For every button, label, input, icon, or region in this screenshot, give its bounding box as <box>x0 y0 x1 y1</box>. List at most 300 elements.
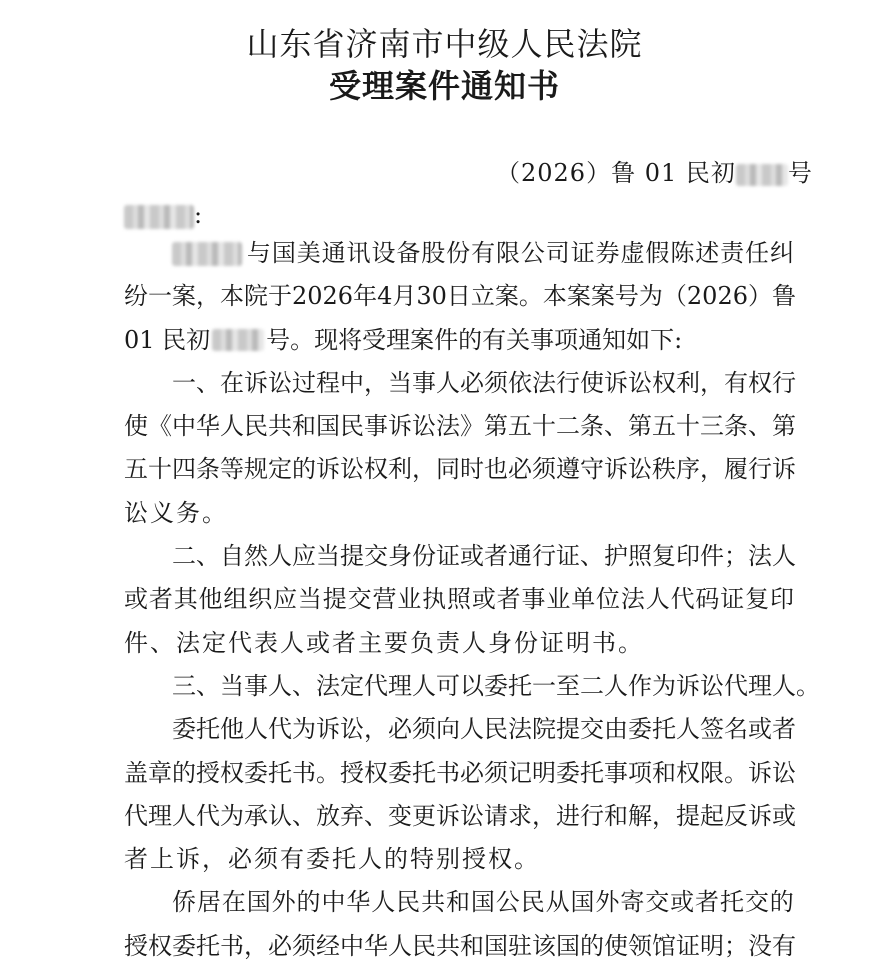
text-glyph: 名 <box>724 715 748 744</box>
text-glyph: 程 <box>316 368 340 397</box>
text-line <box>124 622 794 665</box>
text-glyph: 权 <box>748 368 772 397</box>
text-glyph: ， <box>364 368 388 397</box>
text-line <box>124 665 820 708</box>
text-glyph: 遵 <box>556 455 580 484</box>
text-glyph: 三 <box>700 412 724 441</box>
text-glyph: 的 <box>769 888 794 917</box>
text-glyph: 行 <box>580 801 604 830</box>
text-glyph: ， <box>202 845 226 874</box>
text-glyph: 必 <box>460 758 484 787</box>
redacted-case-number <box>736 164 788 186</box>
text-glyph: 授 <box>340 758 364 787</box>
text-glyph: 人 <box>268 671 292 700</box>
text-glyph: 十 <box>676 412 700 441</box>
text-glyph: 委 <box>556 758 580 787</box>
text-glyph: 国 <box>570 888 595 917</box>
text-glyph: 30 <box>416 282 447 311</box>
text-glyph: 他 <box>198 585 223 614</box>
text-glyph: 中 <box>321 888 346 917</box>
text-glyph: 须 <box>254 845 278 874</box>
text-glyph: 特 <box>410 845 434 874</box>
text-glyph: 。 <box>724 758 748 787</box>
text-glyph: 业 <box>397 585 422 614</box>
text-glyph: 十 <box>532 412 556 441</box>
text-glyph: 诉 <box>388 412 412 441</box>
text-glyph: 二 <box>556 412 580 441</box>
text-glyph: ， <box>652 801 676 830</box>
text-glyph: 当 <box>220 671 244 700</box>
text-glyph: 交 <box>744 888 769 917</box>
text-glyph: 或 <box>748 715 772 744</box>
text-line <box>124 578 794 621</box>
text-glyph: 提 <box>322 585 347 614</box>
text-glyph: 营 <box>372 585 397 614</box>
text-glyph: 诉 <box>436 801 460 830</box>
text-glyph: 》 <box>460 412 484 441</box>
text-glyph: 书 <box>436 758 460 787</box>
text-glyph: ， <box>364 715 388 744</box>
text-glyph: 责 <box>436 628 460 657</box>
text-glyph: 人 <box>436 368 460 397</box>
text-glyph: 以 <box>460 671 484 700</box>
text-glyph: 号 <box>614 282 639 311</box>
text-glyph: 立 <box>470 282 495 311</box>
text-glyph: 护 <box>604 542 628 571</box>
text-glyph: 必 <box>228 845 252 874</box>
text-glyph: 人 <box>358 845 382 874</box>
text-glyph: 本 <box>220 282 244 311</box>
text-glyph: 第 <box>484 412 508 441</box>
text-line <box>124 881 794 924</box>
line-text-after: 号。现将受理案件的有关事项通知如下: <box>266 325 683 354</box>
text-line <box>124 319 794 362</box>
text-glyph: 代 <box>670 585 695 614</box>
text-glyph: 为 <box>292 715 316 744</box>
line-text-before: 01 民初 <box>124 325 211 354</box>
text-glyph: 、 <box>292 671 316 700</box>
text-glyph: 、 <box>196 671 220 700</box>
text-glyph: 理 <box>748 671 772 700</box>
text-glyph: 人 <box>772 671 796 700</box>
text-glyph: 明 <box>532 758 556 787</box>
text-glyph: 为 <box>652 671 676 700</box>
text-glyph: 权 <box>488 845 512 874</box>
text-glyph: 人 <box>412 671 436 700</box>
text-glyph: 利 <box>388 455 412 484</box>
text-glyph: 的 <box>296 888 321 917</box>
text-glyph: 代 <box>268 715 292 744</box>
text-glyph: ， <box>244 931 268 960</box>
text-glyph: 讼 <box>628 455 652 484</box>
text-glyph: 证 <box>540 628 564 657</box>
text-line <box>124 535 794 578</box>
text-glyph: ； <box>724 542 748 571</box>
text-glyph: 责 <box>720 239 745 267</box>
text-glyph: 者 <box>148 585 173 614</box>
text-glyph: 讼 <box>772 758 796 787</box>
notice-body <box>124 232 820 968</box>
text-glyph: 务 <box>176 498 200 527</box>
text-glyph: 或 <box>670 888 695 917</box>
text-line <box>124 362 794 405</box>
text-glyph: 在 <box>220 368 244 397</box>
text-glyph: 人 <box>676 715 700 744</box>
text-glyph: 授 <box>124 931 148 960</box>
text-glyph: 和 <box>292 412 316 441</box>
text-glyph: 证 <box>570 239 595 267</box>
text-glyph: 居 <box>196 888 221 917</box>
text-glyph: 五 <box>652 412 676 441</box>
text-glyph: 纠 <box>769 239 794 267</box>
text-glyph: 和 <box>445 888 470 917</box>
text-glyph: ， <box>532 801 556 830</box>
text-glyph: 照 <box>446 585 471 614</box>
text-glyph: 托 <box>652 715 676 744</box>
text-glyph: 人 <box>220 412 244 441</box>
text-glyph: 二 <box>172 542 196 571</box>
text-glyph: 诉 <box>676 671 700 700</box>
text-glyph: 者 <box>484 542 508 571</box>
text-glyph: 寄 <box>620 888 645 917</box>
text-glyph: 法 <box>620 585 645 614</box>
text-glyph: 人 <box>244 715 268 744</box>
text-glyph: 公 <box>520 239 545 267</box>
text-glyph: 第 <box>628 412 652 441</box>
text-glyph: 件 <box>124 628 148 657</box>
text-glyph: 的 <box>292 455 316 484</box>
text-glyph: 委 <box>244 758 268 787</box>
text-glyph: 事 <box>412 368 436 397</box>
text-glyph: 签 <box>700 715 724 744</box>
text-glyph: 讼 <box>460 801 484 830</box>
text-glyph: 委 <box>172 931 196 960</box>
text-glyph: 授 <box>462 845 486 874</box>
text-glyph: 五 <box>508 412 532 441</box>
text-glyph: 解 <box>628 801 652 830</box>
text-glyph: 虚 <box>620 239 645 267</box>
text-glyph: 、 <box>364 801 388 830</box>
text-glyph: 事 <box>364 412 388 441</box>
text-glyph: 。 <box>316 758 340 787</box>
text-glyph: 民 <box>412 931 436 960</box>
text-glyph: 同 <box>436 455 460 484</box>
text-glyph: 讼 <box>700 671 724 700</box>
text-glyph: 法 <box>316 671 340 700</box>
text-glyph: 共 <box>421 888 446 917</box>
text-glyph: 承 <box>244 801 268 830</box>
text-glyph: 、 <box>292 801 316 830</box>
text-glyph: 由 <box>604 715 628 744</box>
text-glyph: 券 <box>595 239 620 267</box>
text-glyph: 国 <box>271 239 296 267</box>
text-glyph: 更 <box>412 801 436 830</box>
text-glyph: ， <box>700 368 724 397</box>
addressee <box>124 195 202 235</box>
text-glyph: 共 <box>436 931 460 960</box>
text-glyph: 证 <box>676 931 700 960</box>
text-glyph: 中 <box>340 368 364 397</box>
text-glyph: 盖 <box>124 758 148 787</box>
text-glyph: 执 <box>422 585 447 614</box>
text-glyph: 义 <box>150 498 174 527</box>
text-glyph: 份 <box>446 239 471 267</box>
text-glyph: 2026 <box>686 282 748 311</box>
text-line <box>124 838 794 881</box>
text-glyph: 、 <box>196 368 220 397</box>
text-glyph: 的 <box>580 931 604 960</box>
text-glyph: 代 <box>364 671 388 700</box>
text-glyph: 任 <box>745 239 770 267</box>
text-glyph: 通 <box>508 542 532 571</box>
text-glyph: 守 <box>580 455 604 484</box>
text-glyph: 国 <box>246 888 271 917</box>
text-glyph: 法 <box>436 412 460 441</box>
text-glyph: 自 <box>220 542 244 571</box>
text-glyph: 位 <box>596 585 621 614</box>
text-glyph: 诉 <box>604 368 628 397</box>
text-glyph: 身 <box>488 628 512 657</box>
text-glyph: 案 <box>590 282 615 311</box>
text-glyph: 有 <box>724 368 748 397</box>
text-glyph: 权 <box>148 931 172 960</box>
text-glyph: 须 <box>484 368 508 397</box>
text-line <box>124 795 794 838</box>
text-glyph: 有 <box>471 239 496 267</box>
redacted-addressee-name <box>124 205 194 229</box>
text-glyph: 中 <box>172 412 196 441</box>
text-glyph: 股 <box>421 239 446 267</box>
text-glyph: 或 <box>460 542 484 571</box>
text-line <box>124 752 794 795</box>
text-glyph: 权 <box>652 368 676 397</box>
text-glyph: 事 <box>521 585 546 614</box>
text-glyph: 等 <box>220 455 244 484</box>
text-glyph: 行 <box>772 368 796 397</box>
text-glyph: 他 <box>220 715 244 744</box>
text-line <box>124 448 794 491</box>
addressee-colon: : <box>194 201 203 229</box>
text-glyph: 人 <box>268 542 292 571</box>
text-glyph: 定 <box>268 455 292 484</box>
text-glyph: 当 <box>297 585 322 614</box>
text-glyph: 或 <box>772 801 796 830</box>
text-glyph: 行 <box>748 455 772 484</box>
text-glyph: 讼 <box>268 368 292 397</box>
case-number <box>496 153 813 193</box>
text-glyph: 。 <box>518 282 543 311</box>
text-glyph: 上 <box>150 845 174 874</box>
text-glyph: 条 <box>196 455 220 484</box>
text-glyph: 应 <box>273 585 298 614</box>
text-glyph: 提 <box>676 801 700 830</box>
text-glyph: 该 <box>532 931 556 960</box>
text-glyph: 条 <box>724 412 748 441</box>
text-glyph: 法 <box>532 368 556 397</box>
text-glyph: 须 <box>412 715 436 744</box>
text-glyph: 一 <box>172 368 196 397</box>
text-glyph: 秩 <box>652 455 676 484</box>
text-glyph: 讼 <box>628 368 652 397</box>
text-glyph: 理 <box>148 801 172 830</box>
text-glyph: 别 <box>436 845 460 874</box>
text-glyph: 权 <box>676 758 700 787</box>
text-glyph: 使 <box>604 931 628 960</box>
text-glyph: 设 <box>371 239 396 267</box>
text-glyph: 明 <box>700 931 724 960</box>
text-glyph: 定 <box>202 628 226 657</box>
text-glyph: 国 <box>484 931 508 960</box>
text-glyph: 求 <box>508 801 532 830</box>
text-glyph: 日 <box>446 282 471 311</box>
text-line <box>124 708 794 751</box>
text-glyph: 应 <box>292 542 316 571</box>
text-glyph: 托 <box>508 671 532 700</box>
text-glyph: 诉 <box>772 455 796 484</box>
text-glyph: 使 <box>124 412 148 441</box>
text-glyph: 当 <box>388 368 412 397</box>
text-glyph: 本 <box>542 282 567 311</box>
text-glyph: 码 <box>695 585 720 614</box>
text-glyph: 讼 <box>340 455 364 484</box>
text-glyph: 然 <box>244 542 268 571</box>
text-glyph: 为 <box>638 282 663 311</box>
text-glyph: 托 <box>719 888 744 917</box>
case-number-suffix: 号 <box>787 159 813 187</box>
text-glyph: ； <box>724 931 748 960</box>
text-line <box>124 925 794 968</box>
text-glyph: 与 <box>246 239 271 267</box>
text-glyph: 华 <box>364 931 388 960</box>
text-glyph: 。 <box>796 671 820 700</box>
text-glyph: 使 <box>580 368 604 397</box>
text-glyph: 或 <box>306 628 330 657</box>
text-glyph: 者 <box>772 715 796 744</box>
text-glyph: 有 <box>280 845 304 874</box>
text-glyph: 或 <box>124 585 148 614</box>
text-glyph: 作 <box>628 671 652 700</box>
text-glyph: 进 <box>556 801 580 830</box>
text-glyph: 美 <box>296 239 321 267</box>
text-glyph: 、 <box>150 628 174 657</box>
text-glyph: 定 <box>340 671 364 700</box>
text-glyph: 者 <box>332 628 356 657</box>
text-glyph: 交 <box>364 542 388 571</box>
text-glyph: 的 <box>172 758 196 787</box>
text-glyph: 书 <box>292 758 316 787</box>
text-glyph: 权 <box>364 758 388 787</box>
text-glyph: 讼 <box>340 715 364 744</box>
text-glyph: 案 <box>172 282 196 311</box>
text-glyph: 提 <box>340 542 364 571</box>
text-glyph: 讯 <box>346 239 371 267</box>
case-number-prefix: （2026）鲁 01 民初 <box>496 159 736 187</box>
text-glyph: 案 <box>566 282 591 311</box>
text-line <box>124 405 794 448</box>
text-glyph: 民 <box>396 888 421 917</box>
redacted-case-number <box>212 329 264 351</box>
text-glyph: 为 <box>220 801 244 830</box>
text-glyph: 陈 <box>670 239 695 267</box>
text-glyph: 人 <box>388 931 412 960</box>
text-glyph: （ <box>662 282 687 311</box>
text-glyph: 诉 <box>316 455 340 484</box>
text-glyph: 行 <box>532 542 556 571</box>
text-glyph: 四 <box>172 455 196 484</box>
text-glyph: 也 <box>484 455 508 484</box>
text-glyph: 要 <box>384 628 408 657</box>
text-glyph: 身 <box>388 542 412 571</box>
text-glyph: 代 <box>196 801 220 830</box>
text-glyph: 中 <box>340 931 364 960</box>
text-glyph: 份 <box>514 628 538 657</box>
text-glyph: 证 <box>556 542 580 571</box>
text-glyph: 讼 <box>124 498 148 527</box>
text-glyph: 。 <box>618 628 642 657</box>
text-glyph: 变 <box>388 801 412 830</box>
text-glyph: 必 <box>508 455 532 484</box>
text-glyph: 印 <box>676 542 700 571</box>
text-glyph: 起 <box>700 801 724 830</box>
text-glyph: 和 <box>460 931 484 960</box>
text-glyph: 单 <box>571 585 596 614</box>
text-glyph: 没 <box>748 931 772 960</box>
text-glyph: 交 <box>645 888 670 917</box>
document-title: 受理案件通知书 <box>328 67 560 105</box>
text-glyph: 领 <box>628 931 652 960</box>
text-glyph: 证 <box>720 585 745 614</box>
text-glyph: 者 <box>496 585 521 614</box>
text-glyph: 过 <box>292 368 316 397</box>
text-glyph: 诉 <box>748 801 772 830</box>
text-glyph: 法 <box>176 628 200 657</box>
text-glyph: 诉 <box>176 845 200 874</box>
text-glyph: 人 <box>604 671 628 700</box>
text-glyph: 人 <box>371 888 396 917</box>
text-glyph: 件 <box>700 542 724 571</box>
text-glyph: 织 <box>248 585 273 614</box>
text-glyph: 权 <box>220 758 244 787</box>
text-glyph: ， <box>196 282 220 311</box>
text-glyph: 托 <box>268 758 292 787</box>
text-glyph: 。 <box>514 845 538 874</box>
text-glyph: 事 <box>244 671 268 700</box>
text-glyph: 授 <box>196 758 220 787</box>
court-name: 山东省济南市中级人民法院 <box>246 25 643 63</box>
text-glyph: 代 <box>724 671 748 700</box>
text-glyph: 请 <box>484 801 508 830</box>
text-glyph: 第 <box>772 412 796 441</box>
text-glyph: 复 <box>652 542 676 571</box>
text-glyph: 记 <box>508 758 532 787</box>
text-glyph: 代 <box>124 801 148 830</box>
text-glyph: 代 <box>228 628 252 657</box>
text-glyph: 五 <box>124 455 148 484</box>
text-glyph: 项 <box>628 758 652 787</box>
text-glyph: 规 <box>244 455 268 484</box>
text-glyph: 向 <box>436 715 460 744</box>
text-glyph: 通 <box>321 239 346 267</box>
text-glyph: 有 <box>772 931 796 960</box>
text-glyph: 证 <box>436 542 460 571</box>
text-glyph: 备 <box>396 239 421 267</box>
text-glyph: 一 <box>532 671 556 700</box>
text-glyph: 共 <box>268 412 292 441</box>
text-glyph: 托 <box>580 758 604 787</box>
text-glyph: 委 <box>484 671 508 700</box>
text-glyph: 提 <box>556 715 580 744</box>
text-glyph: 业 <box>546 585 571 614</box>
